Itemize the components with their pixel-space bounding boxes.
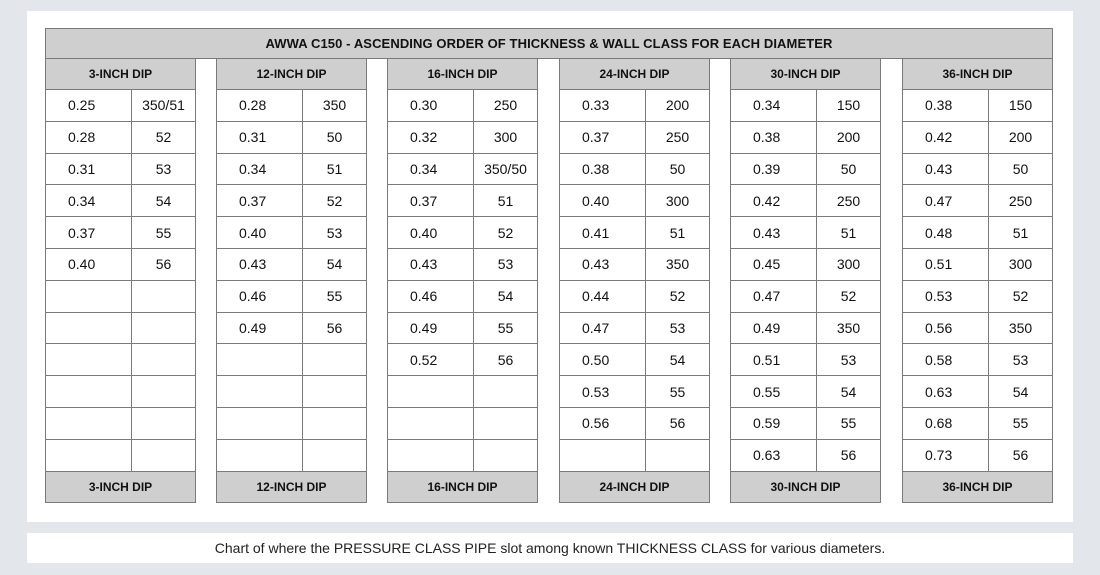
class-cell: 56 bbox=[155, 256, 172, 273]
table-row bbox=[731, 90, 880, 122]
thickness-cell: 0.42 bbox=[903, 122, 989, 153]
class-cell: 53 bbox=[497, 256, 514, 273]
column-footer: 30-INCH DIP bbox=[730, 472, 881, 503]
class-cell: 250 bbox=[493, 97, 518, 114]
table-row bbox=[731, 440, 880, 472]
table-row bbox=[217, 154, 366, 186]
thickness-cell: 0.28 bbox=[46, 122, 132, 153]
class-cell: 55 bbox=[840, 415, 857, 432]
class-cell bbox=[132, 344, 195, 375]
thickness-cell bbox=[46, 408, 132, 439]
table-row bbox=[731, 408, 880, 440]
table-row bbox=[388, 249, 537, 281]
table-row bbox=[46, 313, 195, 345]
column-header: 36-INCH DIP bbox=[902, 59, 1053, 90]
thickness-cell: 0.47 bbox=[560, 313, 646, 344]
thickness-cell: 0.49 bbox=[217, 313, 303, 344]
table-row bbox=[388, 440, 537, 472]
thickness-cell: 0.47 bbox=[903, 185, 989, 216]
table-row bbox=[560, 281, 709, 313]
class-cell: 54 bbox=[1012, 383, 1029, 400]
thickness-cell bbox=[560, 440, 646, 471]
thickness-cell: 0.37 bbox=[560, 122, 646, 153]
class-cell: 51 bbox=[497, 192, 514, 209]
column-grid bbox=[387, 90, 538, 472]
table-row bbox=[560, 440, 709, 472]
table-row bbox=[731, 217, 880, 249]
thickness-cell bbox=[46, 376, 132, 407]
table-row bbox=[560, 408, 709, 440]
class-cell: 52 bbox=[669, 288, 686, 305]
table-row bbox=[46, 185, 195, 217]
class-cell: 51 bbox=[669, 224, 686, 241]
class-cell: 53 bbox=[1012, 351, 1029, 368]
thickness-cell: 0.34 bbox=[217, 154, 303, 185]
column-footer: 24-INCH DIP bbox=[559, 472, 710, 503]
thickness-cell: 0.38 bbox=[731, 122, 817, 153]
table-row bbox=[903, 344, 1052, 376]
thickness-cell: 0.56 bbox=[560, 408, 646, 439]
class-cell: 300 bbox=[836, 256, 861, 273]
class-cell: 52 bbox=[840, 288, 857, 305]
thickness-cell: 0.51 bbox=[731, 344, 817, 375]
table-row bbox=[388, 344, 537, 376]
class-cell: 350 bbox=[322, 97, 347, 114]
column-footer: 12-INCH DIP bbox=[216, 472, 367, 503]
table-row bbox=[46, 344, 195, 376]
table-row bbox=[46, 376, 195, 408]
table-row bbox=[560, 90, 709, 122]
thickness-cell: 0.40 bbox=[217, 217, 303, 248]
class-cell: 51 bbox=[1012, 224, 1029, 241]
table-row bbox=[46, 440, 195, 472]
table-row bbox=[388, 313, 537, 345]
class-cell: 52 bbox=[1012, 288, 1029, 305]
thickness-cell bbox=[217, 344, 303, 375]
thickness-cell: 0.59 bbox=[731, 408, 817, 439]
class-cell: 250 bbox=[1008, 192, 1033, 209]
table-row bbox=[560, 313, 709, 345]
thickness-cell: 0.50 bbox=[560, 344, 646, 375]
thickness-cell: 0.46 bbox=[388, 281, 474, 312]
diameter-column bbox=[45, 59, 196, 503]
thickness-cell: 0.49 bbox=[731, 313, 817, 344]
thickness-cell: 0.43 bbox=[388, 249, 474, 280]
class-cell: 250 bbox=[665, 129, 690, 146]
table-row bbox=[388, 185, 537, 217]
class-cell bbox=[132, 376, 195, 407]
column-grid bbox=[216, 90, 367, 472]
table-row bbox=[903, 185, 1052, 217]
class-cell: 300 bbox=[493, 129, 518, 146]
table-row bbox=[388, 408, 537, 440]
class-cell: 53 bbox=[669, 319, 686, 336]
table-row bbox=[217, 185, 366, 217]
thickness-cell: 0.38 bbox=[903, 90, 989, 121]
class-cell: 53 bbox=[840, 351, 857, 368]
table-row bbox=[217, 313, 366, 345]
class-cell bbox=[474, 376, 537, 407]
chart-caption: Chart of where the PRESSURE CLASS PIPE slot among known THICKNESS CLASS for various diameters. bbox=[27, 533, 1073, 563]
class-cell: 54 bbox=[155, 192, 172, 209]
class-cell: 54 bbox=[840, 383, 857, 400]
thickness-cell: 0.30 bbox=[388, 90, 474, 121]
table-row bbox=[903, 90, 1052, 122]
table-row bbox=[217, 217, 366, 249]
thickness-cell: 0.39 bbox=[731, 154, 817, 185]
column-grid bbox=[45, 90, 196, 472]
thickness-cell: 0.55 bbox=[731, 376, 817, 407]
thickness-cell: 0.56 bbox=[903, 313, 989, 344]
table-row bbox=[217, 408, 366, 440]
class-cell bbox=[303, 408, 366, 439]
thickness-cell: 0.42 bbox=[731, 185, 817, 216]
class-cell: 200 bbox=[665, 97, 690, 114]
class-cell: 52 bbox=[497, 224, 514, 241]
thickness-cell: 0.34 bbox=[46, 185, 132, 216]
class-cell: 56 bbox=[669, 415, 686, 432]
thickness-cell: 0.37 bbox=[217, 185, 303, 216]
table-row bbox=[560, 376, 709, 408]
table-row bbox=[217, 281, 366, 313]
diameter-column bbox=[730, 59, 881, 503]
class-cell: 53 bbox=[155, 160, 172, 177]
class-cell: 55 bbox=[155, 224, 172, 241]
class-cell: 350 bbox=[665, 256, 690, 273]
class-cell: 56 bbox=[1012, 447, 1029, 464]
class-cell: 54 bbox=[326, 256, 343, 273]
column-footer: 16-INCH DIP bbox=[387, 472, 538, 503]
table-row bbox=[560, 154, 709, 186]
table-row bbox=[388, 376, 537, 408]
table-row bbox=[903, 154, 1052, 186]
table-row bbox=[903, 440, 1052, 472]
class-cell: 51 bbox=[326, 160, 343, 177]
table-row bbox=[731, 344, 880, 376]
class-cell: 55 bbox=[1012, 415, 1029, 432]
thickness-cell: 0.43 bbox=[731, 217, 817, 248]
thickness-cell bbox=[388, 408, 474, 439]
class-cell: 51 bbox=[840, 224, 857, 241]
thickness-cell: 0.43 bbox=[903, 154, 989, 185]
thickness-cell: 0.33 bbox=[560, 90, 646, 121]
table-row bbox=[903, 313, 1052, 345]
table-row bbox=[388, 154, 537, 186]
column-header: 16-INCH DIP bbox=[387, 59, 538, 90]
table-row bbox=[903, 122, 1052, 154]
class-cell: 200 bbox=[836, 129, 861, 146]
table-row bbox=[903, 217, 1052, 249]
thickness-cell bbox=[46, 313, 132, 344]
table-row bbox=[46, 217, 195, 249]
column-footer: 3-INCH DIP bbox=[45, 472, 196, 503]
thickness-cell: 0.25 bbox=[46, 90, 132, 121]
thickness-cell: 0.58 bbox=[903, 344, 989, 375]
table-row bbox=[560, 122, 709, 154]
thickness-cell: 0.43 bbox=[217, 249, 303, 280]
table-row bbox=[46, 154, 195, 186]
table-row bbox=[731, 281, 880, 313]
thickness-cell: 0.41 bbox=[560, 217, 646, 248]
thickness-cell: 0.73 bbox=[903, 440, 989, 471]
thickness-cell: 0.46 bbox=[217, 281, 303, 312]
class-cell: 53 bbox=[326, 224, 343, 241]
table-row bbox=[388, 281, 537, 313]
thickness-cell: 0.45 bbox=[731, 249, 817, 280]
class-cell: 350 bbox=[1008, 319, 1033, 336]
thickness-cell: 0.34 bbox=[388, 154, 474, 185]
column-grid bbox=[902, 90, 1053, 472]
thickness-cell: 0.63 bbox=[903, 376, 989, 407]
thickness-cell bbox=[388, 440, 474, 471]
table-row bbox=[560, 344, 709, 376]
table-row bbox=[217, 122, 366, 154]
table-row bbox=[388, 90, 537, 122]
class-cell bbox=[132, 408, 195, 439]
table-row bbox=[217, 249, 366, 281]
table-row bbox=[46, 90, 195, 122]
thickness-cell bbox=[46, 281, 132, 312]
class-cell: 52 bbox=[155, 129, 172, 146]
thickness-cell: 0.43 bbox=[560, 249, 646, 280]
table-row bbox=[731, 249, 880, 281]
thickness-cell: 0.44 bbox=[560, 281, 646, 312]
thickness-cell: 0.37 bbox=[46, 217, 132, 248]
table-row bbox=[217, 376, 366, 408]
table-row bbox=[731, 313, 880, 345]
class-cell: 350/51 bbox=[142, 97, 185, 114]
table-row bbox=[46, 122, 195, 154]
table-row bbox=[903, 249, 1052, 281]
class-cell: 54 bbox=[669, 351, 686, 368]
table-row bbox=[560, 249, 709, 281]
table-row bbox=[903, 376, 1052, 408]
diameter-column bbox=[216, 59, 367, 503]
thickness-cell: 0.31 bbox=[217, 122, 303, 153]
class-cell: 55 bbox=[669, 383, 686, 400]
thickness-cell: 0.52 bbox=[388, 344, 474, 375]
thickness-cell: 0.40 bbox=[388, 217, 474, 248]
column-footer: 36-INCH DIP bbox=[902, 472, 1053, 503]
diameter-column bbox=[902, 59, 1053, 503]
thickness-cell: 0.53 bbox=[560, 376, 646, 407]
class-cell bbox=[303, 440, 366, 471]
thickness-cell: 0.31 bbox=[46, 154, 132, 185]
table-row bbox=[217, 344, 366, 376]
class-cell: 55 bbox=[497, 319, 514, 336]
thickness-cell bbox=[388, 376, 474, 407]
thickness-cell: 0.48 bbox=[903, 217, 989, 248]
table-row bbox=[560, 185, 709, 217]
thickness-cell: 0.53 bbox=[903, 281, 989, 312]
class-cell bbox=[303, 376, 366, 407]
table-row bbox=[903, 408, 1052, 440]
table-row bbox=[903, 281, 1052, 313]
table-row bbox=[560, 217, 709, 249]
class-cell bbox=[132, 440, 195, 471]
table-row bbox=[731, 122, 880, 154]
column-header: 24-INCH DIP bbox=[559, 59, 710, 90]
table-row bbox=[731, 154, 880, 186]
class-cell: 54 bbox=[497, 288, 514, 305]
column-header: 12-INCH DIP bbox=[216, 59, 367, 90]
table-row bbox=[46, 281, 195, 313]
class-cell: 300 bbox=[1008, 256, 1033, 273]
class-cell bbox=[132, 313, 195, 344]
class-cell: 350 bbox=[836, 319, 861, 336]
table-row bbox=[731, 185, 880, 217]
thickness-cell bbox=[217, 376, 303, 407]
class-cell: 50 bbox=[840, 160, 857, 177]
class-cell: 50 bbox=[1012, 160, 1029, 177]
class-cell: 150 bbox=[1008, 97, 1033, 114]
class-cell: 150 bbox=[836, 97, 861, 114]
class-cell bbox=[303, 344, 366, 375]
thickness-cell: 0.38 bbox=[560, 154, 646, 185]
table-title: AWWA C150 - ASCENDING ORDER OF THICKNESS & WALL CLASS FOR EACH DIAMETER bbox=[45, 28, 1053, 59]
thickness-cell bbox=[217, 440, 303, 471]
thickness-cell: 0.40 bbox=[560, 185, 646, 216]
class-cell: 250 bbox=[836, 192, 861, 209]
class-cell bbox=[474, 440, 537, 471]
class-cell: 50 bbox=[669, 160, 686, 177]
table-row bbox=[46, 408, 195, 440]
thickness-cell: 0.68 bbox=[903, 408, 989, 439]
thickness-cell bbox=[46, 440, 132, 471]
class-cell: 56 bbox=[326, 319, 343, 336]
thickness-cell: 0.63 bbox=[731, 440, 817, 471]
column-header: 30-INCH DIP bbox=[730, 59, 881, 90]
column-grid bbox=[559, 90, 710, 472]
class-cell: 56 bbox=[840, 447, 857, 464]
diameter-column bbox=[559, 59, 710, 503]
table-row bbox=[388, 122, 537, 154]
class-cell: 56 bbox=[497, 351, 514, 368]
table-row bbox=[46, 249, 195, 281]
column-grid bbox=[730, 90, 881, 472]
table-row bbox=[388, 217, 537, 249]
class-cell: 350/50 bbox=[484, 160, 527, 177]
thickness-cell: 0.47 bbox=[731, 281, 817, 312]
class-cell: 55 bbox=[326, 288, 343, 305]
table-row bbox=[217, 90, 366, 122]
thickness-cell: 0.49 bbox=[388, 313, 474, 344]
class-cell: 200 bbox=[1008, 129, 1033, 146]
thickness-cell: 0.40 bbox=[46, 249, 132, 280]
thickness-cell: 0.32 bbox=[388, 122, 474, 153]
class-cell: 300 bbox=[665, 192, 690, 209]
class-cell: 52 bbox=[326, 192, 343, 209]
thickness-cell: 0.34 bbox=[731, 90, 817, 121]
table-row bbox=[217, 440, 366, 472]
class-cell bbox=[132, 281, 195, 312]
thickness-cell: 0.28 bbox=[217, 90, 303, 121]
class-cell bbox=[474, 408, 537, 439]
thickness-cell bbox=[46, 344, 132, 375]
diameter-column bbox=[387, 59, 538, 503]
class-cell: 50 bbox=[326, 129, 343, 146]
table-row bbox=[731, 376, 880, 408]
class-cell bbox=[646, 440, 709, 471]
column-header: 3-INCH DIP bbox=[45, 59, 196, 90]
thickness-cell: 0.51 bbox=[903, 249, 989, 280]
thickness-cell bbox=[217, 408, 303, 439]
thickness-cell: 0.37 bbox=[388, 185, 474, 216]
